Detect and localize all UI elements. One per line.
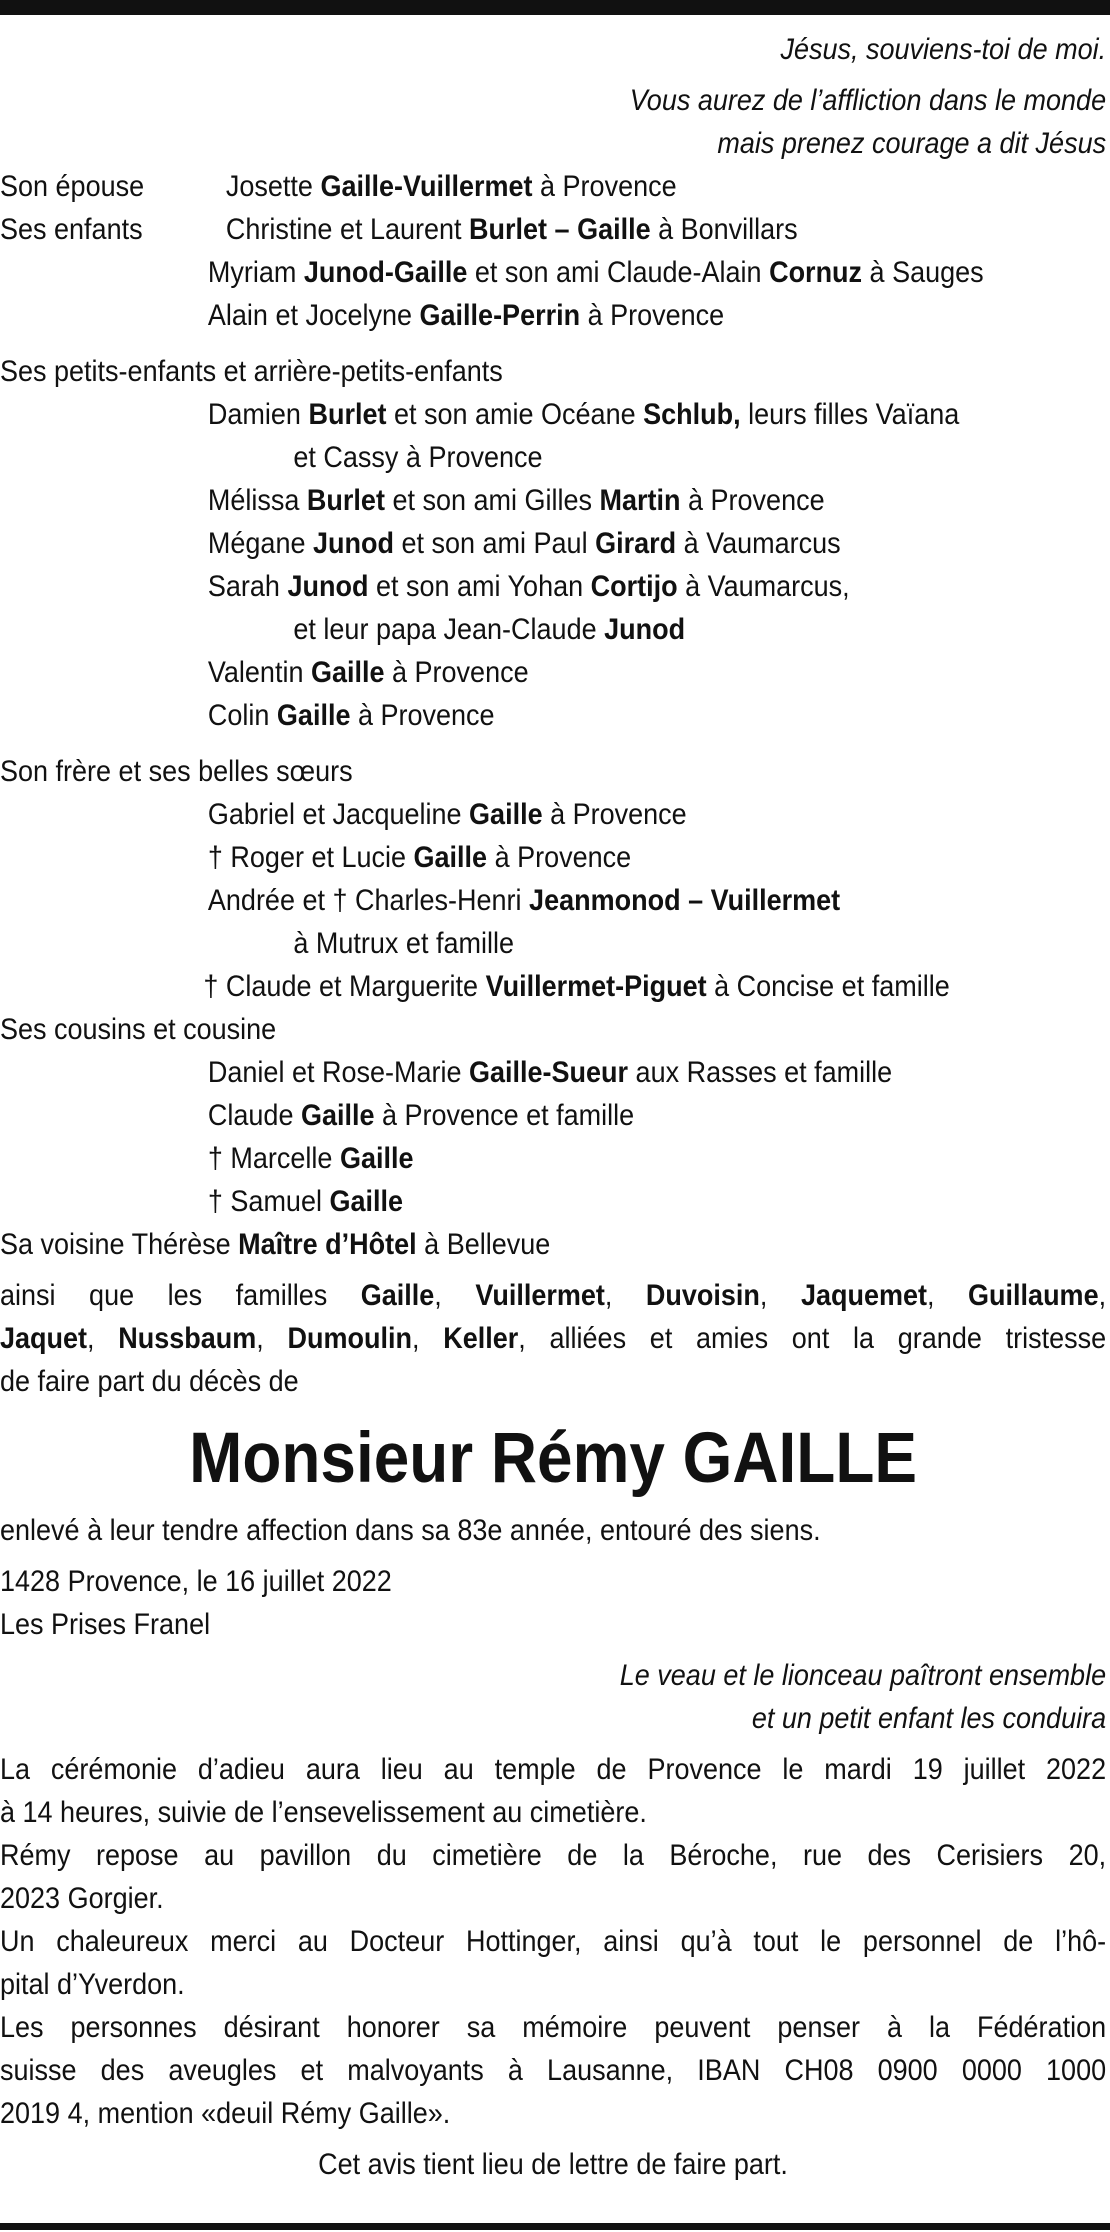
family-7: Nussbaum [118, 1322, 257, 1355]
cous-2-pre: Claude [207, 1099, 301, 1132]
children-line-1 [0, 208, 1106, 251]
taken-line: enlevé à leur tendre affection dans sa 83e année, entouré des siens. [0, 1514, 821, 1547]
address: Les Prises Franel [0, 1608, 211, 1641]
ceremony-2a: Rémy repose au pavillon du cimetière de la Béroche, rue des Cerisiers 20, [0, 1839, 1107, 1872]
sib-2-name: Gaille [413, 841, 488, 874]
siblings-line-1 [0, 793, 1106, 836]
children-line-2 [0, 251, 1106, 294]
cous-2-name: Gaille [300, 1099, 375, 1132]
ceremony-4c: 2019 4, mention «deuil Rémy Gaille». [0, 2097, 451, 2130]
family-5: Guillaume [968, 1279, 1099, 1312]
children-1-pre: Christine et Laurent [225, 213, 470, 246]
gc-2-post: à Provence [680, 484, 825, 517]
ceremony-1a: La cérémonie d’adieu aura lieu au temple de Provence le mardi 19 juillet 2022 [0, 1753, 1107, 1786]
gc-3-post: à Vaumarcus [676, 527, 841, 560]
grandchildren-line-6 [0, 694, 1106, 737]
family-1: Gaille [360, 1279, 435, 1312]
gc-4-name: Junod [287, 570, 369, 603]
sep: , [412, 1322, 444, 1355]
sib-4-name: Vuillermet-Piguet [485, 970, 707, 1003]
sib-1-name: Gaille [469, 798, 543, 831]
gc-4-post: à Vaumarcus, [677, 570, 850, 603]
family-8: Dumoulin [287, 1322, 413, 1355]
sib-3-name: Jeanmonod – Vuillermet [529, 884, 841, 917]
gc-2-mid: et son ami Gilles [384, 484, 600, 517]
families-line-3: de faire part du décès de [0, 1365, 299, 1398]
spouse-surname: Gaille-Vuillermet [320, 170, 533, 203]
grandchildren-line-4-cont [0, 608, 1106, 651]
siblings-line-3-cont: à Mutrux et famille [293, 927, 514, 960]
children-2-name2: Cornuz [769, 256, 863, 289]
siblings-line-3 [0, 879, 1106, 922]
cous-4-pre: † Samuel [207, 1185, 330, 1218]
neighbour-name: Maître d’Hôtel [238, 1228, 417, 1261]
gc-5-name: Gaille [310, 656, 385, 689]
grandchildren-line-1-cont: et Cassy à Provence [293, 441, 543, 474]
grandchildren-line-2 [0, 479, 1106, 522]
cousins-line-4 [0, 1180, 1106, 1223]
ceremony-1b: à 14 heures, suivie de l’ensevelissement au cimetière. [0, 1796, 647, 1829]
obituary-content [0, 28, 1106, 2186]
family-3: Duvoisin [645, 1279, 760, 1312]
sib-4-pre: † Claude et Marguerite [203, 970, 486, 1003]
ceremony-2b: 2023 Gorgier. [0, 1882, 164, 1915]
grandchildren-line-1 [0, 393, 1106, 436]
gc-1-post: leurs filles Vaïana [740, 398, 960, 431]
siblings-label: Son frère et ses belles sœurs [0, 755, 353, 788]
sib-3-pre: Andrée et † Charles-Henri [207, 884, 530, 917]
sib-2-post: à Provence [487, 841, 632, 874]
gc-3-name: Junod [312, 527, 394, 560]
cousins-line-1 [0, 1051, 1106, 1094]
children-2-pre: Myriam [207, 256, 304, 289]
sib-1-pre: Gabriel et Jacqueline [207, 798, 470, 831]
cous-1-name: Gaille-Sueur [469, 1056, 629, 1089]
top-rule [0, 0, 1110, 15]
neighbour-line [0, 1223, 1106, 1266]
gc-4-name2: Cortijo [590, 570, 678, 603]
spouse-first: Josette [225, 170, 321, 203]
cous-4-name: Gaille [329, 1185, 404, 1218]
cousins-line-3 [0, 1137, 1106, 1180]
children-2-name: Junod-Gaille [303, 256, 468, 289]
gc-3-mid: et son ami Paul [393, 527, 596, 560]
sib-4-post: à Concise et famille [706, 970, 950, 1003]
quote-top-2b: mais prenez courage a dit Jésus [717, 127, 1107, 160]
gc-1-pre: Damien [207, 398, 309, 431]
gc-2-name: Burlet [306, 484, 385, 517]
grandchildren-line-5 [0, 651, 1106, 694]
grandchildren-line-3 [0, 522, 1106, 565]
gc-1-name: Burlet [308, 398, 387, 431]
sib-1-post: à Provence [542, 798, 687, 831]
family-4: Jaquemet [800, 1279, 928, 1312]
siblings-line-4 [0, 965, 1106, 1008]
ceremony-4a: Les personnes désirant honorer sa mémoire peuvent penser à la Fédération [0, 2011, 1107, 2044]
children-2-post: à Sauges [862, 256, 984, 289]
gc-3-name2: Girard [595, 527, 677, 560]
children-1-post: à Bonvillars [650, 213, 798, 246]
gc-4-pre: Sarah [207, 570, 288, 603]
sep: , [256, 1322, 288, 1355]
gc-5-post: à Provence [384, 656, 529, 689]
grandchildren-label: Ses petits-enfants et arrière-petits-enfants [0, 355, 503, 388]
cous-3-pre: † Marcelle [207, 1142, 340, 1175]
children-2-mid: et son ami Claude-Alain [467, 256, 770, 289]
place-date: 1428 Provence, le 16 juillet 2022 [0, 1565, 392, 1598]
families-line-2 [0, 1317, 1106, 1360]
sib-2-pre: † Roger et Lucie [207, 841, 414, 874]
quote-top-1: Jésus, souviens-toi de moi. [780, 33, 1107, 66]
gc-4-mid: et son ami Yohan [368, 570, 591, 603]
children-label: Ses enfants [0, 213, 143, 246]
gc-2-pre: Mélissa [207, 484, 307, 517]
family-6: Jaquet [0, 1322, 88, 1355]
closing-line: Cet avis tient lieu de lettre de faire part. [318, 2148, 788, 2181]
children-3-pre: Alain et Jocelyne [207, 299, 420, 332]
gc-6-post: à Provence [350, 699, 495, 732]
gc-4-cont-pre: et leur papa Jean-Claude [293, 613, 605, 646]
neighbour-post: à Bellevue [416, 1228, 551, 1261]
families-line-1: ainsi que les familles Gaille, Vuillermet, Duvoisin, Jaquemet, Guillaume, [0, 1279, 1107, 1312]
spouse-place: à Provence [532, 170, 677, 203]
gc-4-cont-name: Junod [604, 613, 686, 646]
spouse-label: Son épouse [0, 170, 145, 203]
cous-2-post: à Provence et famille [374, 1099, 635, 1132]
ceremony-4b: suisse des aveugles et malvoyants à Lausanne, IBAN CH08 0900 0000 1000 [0, 2054, 1107, 2087]
gc-1-name2: Schlub, [643, 398, 741, 431]
spouse-line [0, 165, 1106, 208]
sep: , [87, 1322, 119, 1355]
cous-1-pre: Daniel et Rose-Marie [207, 1056, 470, 1089]
children-1-name: Burlet – Gaille [469, 213, 651, 246]
bottom-rule [0, 2223, 1110, 2230]
children-3-post: à Provence [580, 299, 725, 332]
children-3-name: Gaille-Perrin [419, 299, 581, 332]
family-2: Vuillermet [475, 1279, 605, 1312]
quote-top-2a: Vous aurez de l’affliction dans le monde [629, 84, 1107, 117]
sep: , [927, 1279, 969, 1312]
gc-6-pre: Colin [207, 699, 277, 732]
cousins-line-2 [0, 1094, 1106, 1137]
families-pre: ainsi que les familles [0, 1279, 361, 1312]
cous-1-post: aux Rasses et famille [628, 1056, 893, 1089]
gc-6-name: Gaille [276, 699, 351, 732]
grandchildren-line-4 [0, 565, 1106, 608]
gc-1-mid: et son amie Océane [386, 398, 644, 431]
sep: , [434, 1279, 476, 1312]
sep: , [759, 1279, 801, 1312]
deceased-name: Monsieur Rémy GAILLE [189, 1419, 917, 1498]
children-line-3 [0, 294, 1106, 337]
quote-bottom-b: et un petit enfant les conduira [751, 1702, 1107, 1735]
sep: , [604, 1279, 646, 1312]
cousins-label: Ses cousins et cousine [0, 1013, 277, 1046]
siblings-line-2 [0, 836, 1106, 879]
family-9: Keller [443, 1322, 519, 1355]
gc-5-pre: Valentin [207, 656, 311, 689]
gc-2-name2: Martin [599, 484, 681, 517]
neighbour-pre: Sa voisine Thérèse [0, 1228, 239, 1261]
quote-bottom-a: Le veau et le lionceau paîtront ensemble [619, 1659, 1107, 1692]
cous-3-name: Gaille [339, 1142, 414, 1175]
ceremony-3a: Un chaleureux merci au Docteur Hottinger, ainsi qu’à tout le personnel de l’hô- [0, 1925, 1107, 1958]
families-post: , alliées et amies ont la grande tristesse [518, 1322, 1107, 1355]
gc-3-pre: Mégane [207, 527, 313, 560]
ceremony-3b: pital d’Yverdon. [0, 1968, 185, 2001]
